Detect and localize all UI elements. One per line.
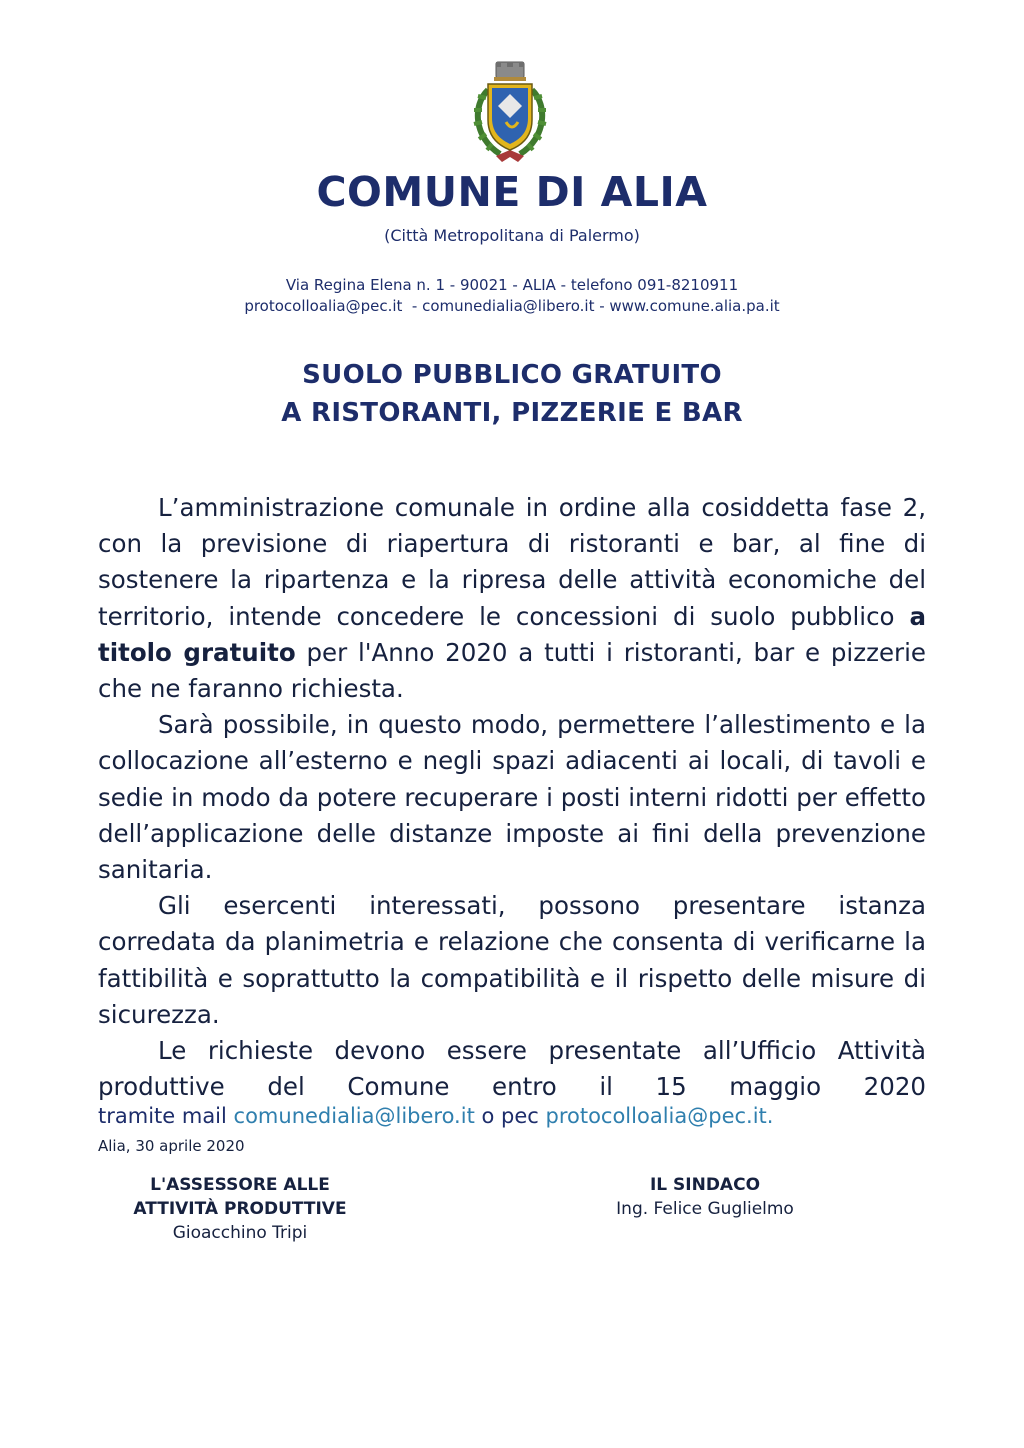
paragraph-1: L’amministrazione comunale in ordine alla cosiddetta fase 2, con la previsione di riapertura di ristoranti e bar, al fine di sostenere la ripartenza e la ripresa delle attività economiche del territorio, intende concedere le concessioni di suolo pubblico a titolo gratuito per l'Anno 2020 a tutti i ristoranti, bar e pizzerie che ne faranno richiesta.	[98, 493, 926, 704]
bold-phrase: a titolo gratuito	[98, 601, 926, 667]
date-line: Alia, 30 aprile 2020	[98, 1137, 245, 1155]
assessore-role-line-1: L'ASSESSORE ALLE	[150, 1175, 330, 1195]
sindaco-role: IL SINDACO	[649, 1175, 761, 1195]
submission-contacts: tramite mail comunedialia@libero.it o pec protocolloalia@pec.it.	[98, 1104, 774, 1128]
signature-assessore	[110, 1173, 370, 1245]
paragraph-2: Sarà possibile, in questo modo, permettere l’allestimento e la collocazione all’esterno e negli spazi adiacenti ai locali, di tavoli e sedie in modo da potere recuperare i posti interni ridotti per effetto dell’applicazione delle distanze imposte ai fini della prevenzione sanitaria.	[98, 710, 926, 885]
paragraph-3: Gli esercenti interessati, possono presentare istanza corredata da planimetria e relazione che consenta di verificarne la fattibilità e soprattutto la compatibilità e il rispetto delle misure di sicurezza.	[98, 891, 926, 1029]
subtitle: (Città Metropolitana di Palermo)	[384, 226, 640, 245]
email-link[interactable]: comunedialia@libero.it	[233, 1104, 475, 1128]
address-line: Via Regina Elena n. 1 - 90021 - ALIA - telefono 091-8210911	[285, 276, 739, 294]
sindaco-name: Ing. Felice Guglielmo	[616, 1199, 794, 1219]
notice-title-line-2: A RISTORANTI, PIZZERIE E BAR	[281, 398, 743, 428]
body-text	[98, 490, 926, 1105]
pec-link[interactable]: protocolloalia@pec.it.	[545, 1104, 774, 1128]
notice-title-line-1: SUOLO PUBBLICO GRATUITO	[302, 360, 722, 390]
signature-sindaco	[585, 1173, 825, 1221]
paragraph-4: Le richieste devono essere presentate all’Ufficio Attività produttive del Comune entro il 15 maggio 2020	[98, 1036, 926, 1102]
page-title: COMUNE DI ALIA	[316, 168, 708, 216]
contacts-line: protocolloalia@pec.it - comunedialia@libero.it - www.comune.alia.pa.it	[244, 297, 780, 315]
coat-of-arms-logo	[466, 60, 554, 166]
assessore-role-line-2: ATTIVITÀ PRODUTTIVE	[133, 1199, 347, 1219]
assessore-name: Gioacchino Tripi	[172, 1223, 308, 1243]
